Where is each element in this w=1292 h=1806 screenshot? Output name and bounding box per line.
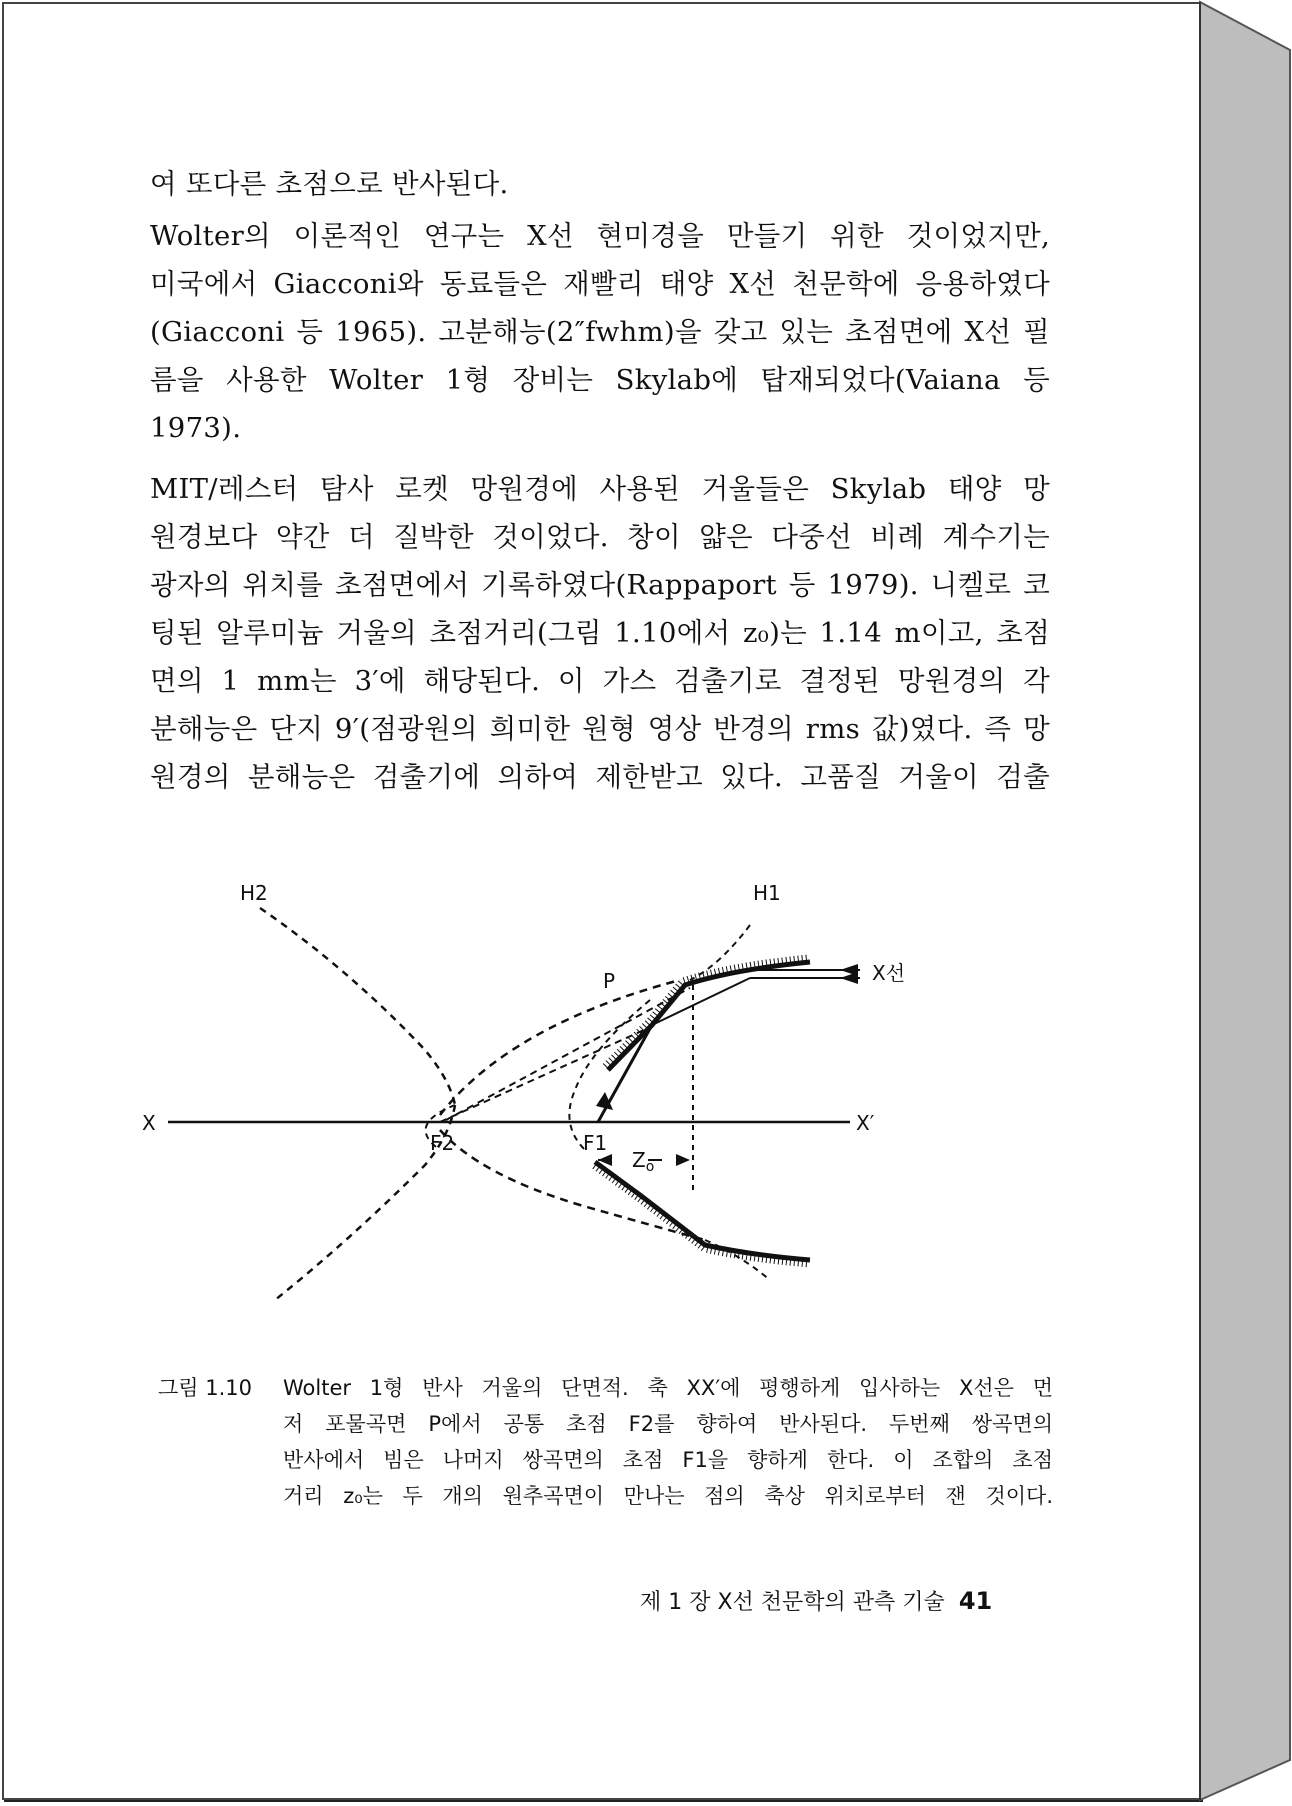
hyperbola-h1-inner <box>569 1000 650 1150</box>
label-h1: H1 <box>753 881 781 905</box>
page-footer <box>640 1585 1020 1616</box>
text-line: 분해능은 단지 9′(점광원의 희미한 원형 영상 반경의 rms 값)였다. 즉 망 <box>150 713 1050 745</box>
text-line: 팅된 알루미늄 거울의 초점거리(그림 1.10에서 z₀)는 1.14 m이고, 초점 <box>150 617 1050 649</box>
mirror-lower-surface <box>595 1162 810 1260</box>
label-z0: $Z_o$ <box>632 1148 655 1175</box>
paragraph-mit-telescope <box>150 465 1050 801</box>
text-line: MIT/레스터 탐사 로켓 망원경에 사용된 거울들은 Skylab 태양 망 <box>150 473 1050 505</box>
paragraph-continuation <box>150 160 1050 208</box>
paragraph-wolter-history <box>150 212 1050 452</box>
hyperbola-h2-upper <box>260 908 455 1105</box>
hyperbola-h2-lower <box>275 1105 455 1300</box>
ray-reflect-2 <box>652 978 750 1025</box>
text-line: 원경보다 약간 더 질박한 것이었다. 창이 얇은 다중선 비례 계수기는 <box>150 521 1050 553</box>
caption-body <box>283 1370 1053 1514</box>
label-p: P <box>603 969 616 993</box>
caption-line: 저 포물곡면 P에서 공통 초점 F2를 향하여 반사된다. 두번째 쌍곡면의 <box>283 1412 1053 1436</box>
reflected-ray-to-f2b <box>446 988 690 1120</box>
label-h2: H2 <box>240 881 268 905</box>
caption-line: 거리 z₀는 두 개의 원추곡면이 만나는 점의 축상 위치로부터 잰 것이다. <box>283 1484 1053 1508</box>
wolter-mirror-diagram <box>142 860 1070 1360</box>
text-line: 미국에서 Giacconi와 동료들은 재빨리 태양 X선 천문학에 응용하였다 <box>150 268 1050 300</box>
z0-arrow-right <box>676 1154 690 1166</box>
paraboloid-p-upper <box>440 980 680 1115</box>
text-line: 1973). <box>150 412 242 444</box>
label-f2: F2 <box>430 1131 455 1155</box>
text-line: Wolter의 이론적인 연구는 X선 현미경을 만들기 위한 것이었지만, <box>150 220 1050 252</box>
text-line: 름을 사용한 Wolter 1형 장비는 Skylab에 탑재되었다(Vaiana 등 <box>150 364 1050 396</box>
caption-line: Wolter 1형 반사 거울의 단면적. 축 XX′에 평행하게 입사하는 X선은 먼 <box>283 1376 1053 1400</box>
text-line: 면의 1 mm는 3′에 해당된다. 이 가스 검출기로 결정된 망원경의 각 <box>150 665 1050 697</box>
label-x: X <box>142 1111 156 1135</box>
text-line: 원경의 분해능은 검출기에 의하여 제한받고 있다. 고품질 거울이 검출 <box>150 761 1050 793</box>
caption-label: 그림 1.10 <box>158 1376 253 1400</box>
reflected-ray-to-f2 <box>440 1025 655 1122</box>
label-x-prime: X′ <box>856 1111 875 1135</box>
page-number: 41 <box>958 1587 993 1615</box>
chapter-title: 제 1 장 X선 천문학의 관측 기술 <box>640 1590 945 1615</box>
label-xray: X선 <box>872 961 906 985</box>
text-line: 여 또다른 초점으로 반사된다. <box>150 168 509 200</box>
text-line: (Giacconi 등 1965). 고분해능(2″fwhm)을 갖고 있는 초점면에 X선 필 <box>150 316 1050 348</box>
mirror-lower-hatch <box>595 1165 810 1263</box>
book-edge-shading <box>1190 0 1292 1806</box>
xray-arrowhead-2 <box>840 972 858 984</box>
caption-line: 반사에서 빔은 나머지 쌍곡면의 초점 F1을 향하게 한다. 이 조합의 초점 <box>283 1448 1053 1472</box>
label-f1: F1 <box>583 1131 608 1155</box>
text-line: 광자의 위치를 초점면에서 기록하였다(Rappaport 등 1979). 니켈로 코 <box>150 569 1050 601</box>
paraboloid-p-lower <box>440 1130 705 1240</box>
